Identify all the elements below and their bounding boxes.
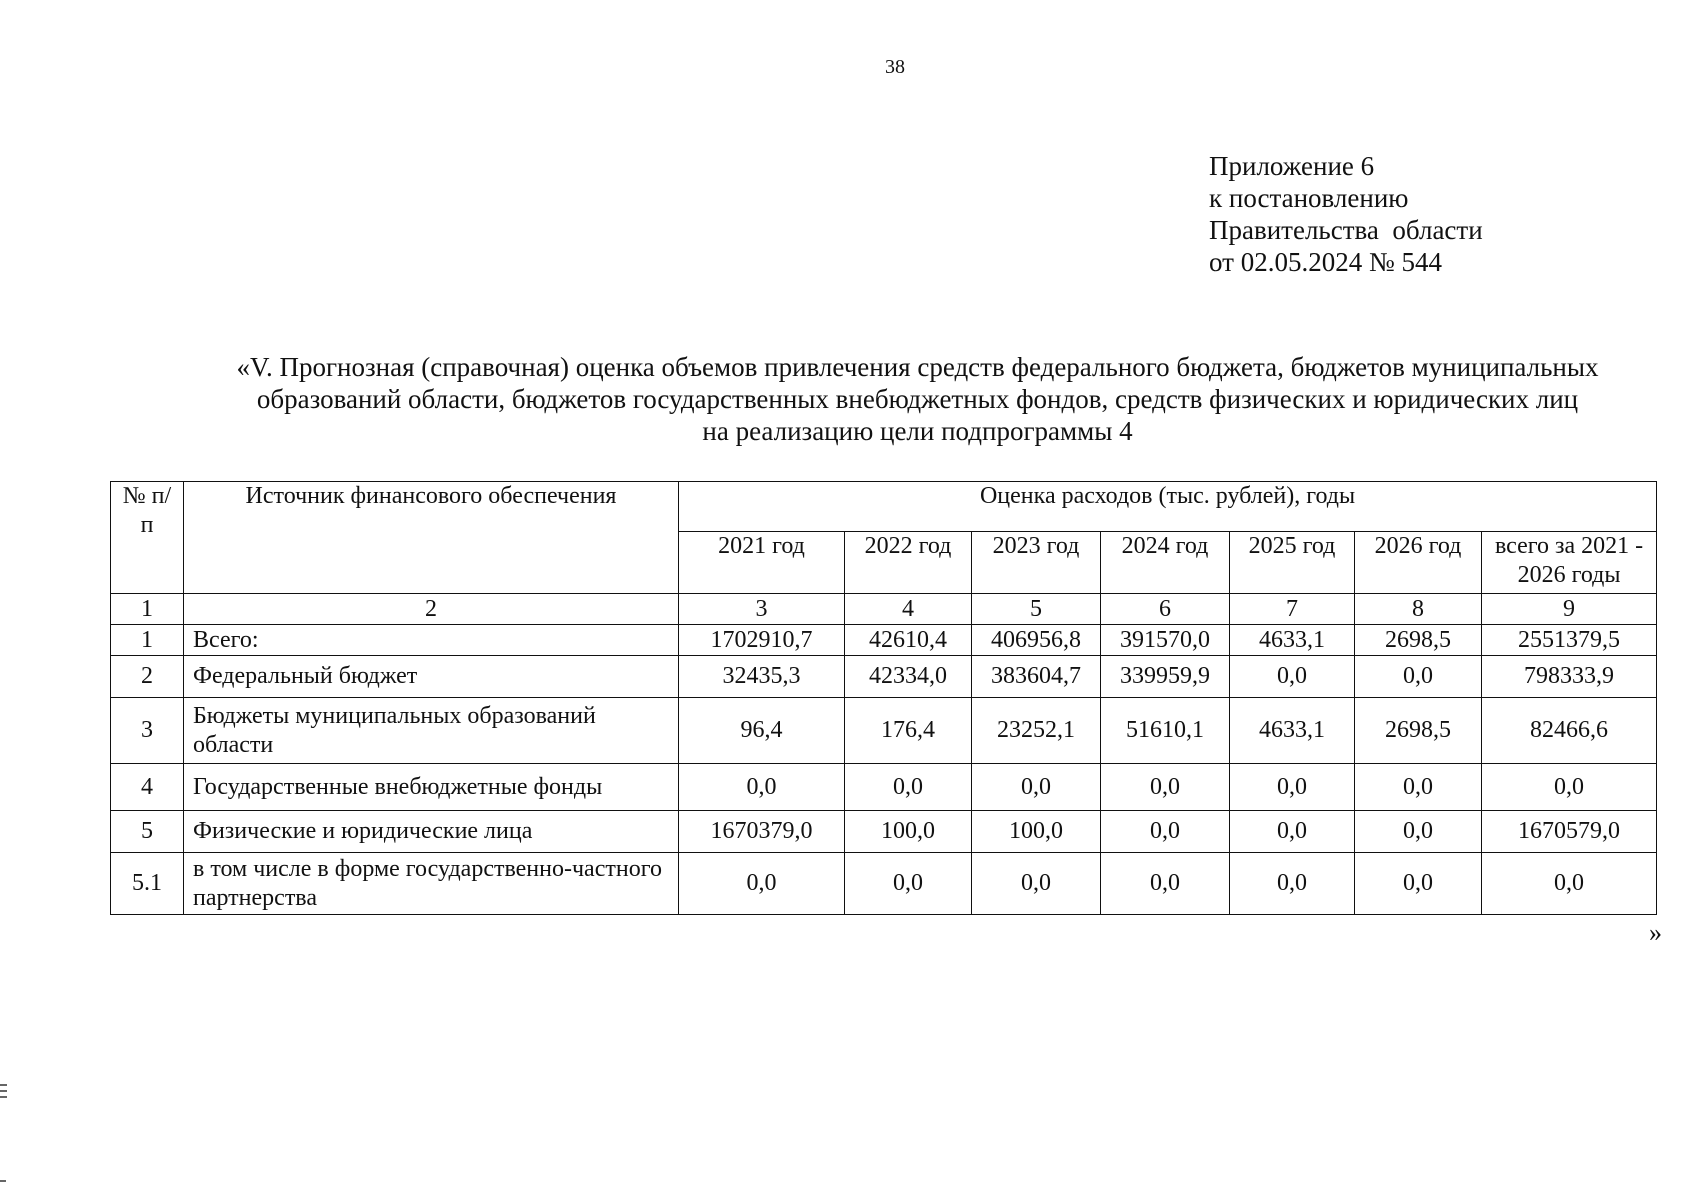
title-line: образований области, бюджетов государственных внебюджетных фондов, средств физических и юридических лиц <box>256 384 1579 414</box>
table-row <box>111 853 1657 915</box>
row-value: 0,0 <box>1101 853 1230 915</box>
row-value: 0,0 <box>972 853 1101 915</box>
scan-mark <box>0 1180 6 1182</box>
row-value: 0,0 <box>1101 764 1230 811</box>
column-number: 1 <box>111 594 184 625</box>
row-source: в том числе в форме государственно-частного партнерства <box>184 853 679 915</box>
header-year: 2023 год <box>972 532 1101 594</box>
row-value: 100,0 <box>845 811 972 853</box>
row-value: 383604,7 <box>972 656 1101 698</box>
header-estimate: Оценка расходов (тыс. рублей), годы <box>679 482 1657 532</box>
row-value: 0,0 <box>1355 764 1482 811</box>
header-num: № п/п <box>111 482 184 594</box>
header-year: 2022 год <box>845 532 972 594</box>
column-number: 2 <box>184 594 679 625</box>
row-source: Физические и юридические лица <box>184 811 679 853</box>
row-value: 4633,1 <box>1230 698 1355 764</box>
header-year: 2021 год <box>679 532 845 594</box>
financing-table <box>110 481 1657 915</box>
row-value: 0,0 <box>845 853 972 915</box>
row-source: Бюджеты муниципальных образований области <box>184 698 679 764</box>
column-number: 8 <box>1355 594 1482 625</box>
row-num: 2 <box>111 656 184 698</box>
row-value: 0,0 <box>1355 853 1482 915</box>
row-value: 0,0 <box>679 764 845 811</box>
column-number: 9 <box>1482 594 1657 625</box>
column-number: 5 <box>972 594 1101 625</box>
table-row <box>111 625 1657 656</box>
row-value: 0,0 <box>1230 764 1355 811</box>
table-row <box>111 811 1657 853</box>
table-row <box>111 764 1657 811</box>
title-line: на реализацию цели подпрограммы 4 <box>702 416 1133 446</box>
closing-quote: » <box>1649 918 1662 947</box>
row-num: 1 <box>111 625 184 656</box>
row-num: 5.1 <box>111 853 184 915</box>
scan-mark <box>0 1096 7 1098</box>
column-number: 4 <box>845 594 972 625</box>
row-value: 1670579,0 <box>1482 811 1657 853</box>
header-year: 2026 год <box>1355 532 1482 594</box>
row-source: Государственные внебюджетные фонды <box>184 764 679 811</box>
row-num: 4 <box>111 764 184 811</box>
row-value: 0,0 <box>1355 811 1482 853</box>
row-value: 0,0 <box>1230 656 1355 698</box>
row-value: 0,0 <box>972 764 1101 811</box>
header-year: 2024 год <box>1101 532 1230 594</box>
header-source: Источник финансового обеспечения <box>184 482 679 594</box>
row-value: 1670379,0 <box>679 811 845 853</box>
row-value: 51610,1 <box>1101 698 1230 764</box>
row-source: Федеральный бюджет <box>184 656 679 698</box>
row-value: 42610,4 <box>845 625 972 656</box>
row-value: 2698,5 <box>1355 625 1482 656</box>
row-value: 176,4 <box>845 698 972 764</box>
appendix-line: Приложение 6 <box>1209 151 1375 181</box>
row-value: 0,0 <box>679 853 845 915</box>
appendix-line: Правительства области <box>1209 215 1483 245</box>
row-value: 42334,0 <box>845 656 972 698</box>
appendix-block <box>1209 150 1483 278</box>
scan-mark <box>0 1090 7 1092</box>
row-value: 32435,3 <box>679 656 845 698</box>
appendix-line: к постановлению <box>1209 183 1409 213</box>
column-number: 3 <box>679 594 845 625</box>
row-value: 1702910,7 <box>679 625 845 656</box>
page-number: 38 <box>885 56 905 78</box>
row-num: 3 <box>111 698 184 764</box>
row-value: 82466,6 <box>1482 698 1657 764</box>
scan-mark <box>0 1084 7 1086</box>
row-value: 0,0 <box>845 764 972 811</box>
row-value: 4633,1 <box>1230 625 1355 656</box>
column-number: 6 <box>1101 594 1230 625</box>
row-source: Всего: <box>184 625 679 656</box>
row-value: 406956,8 <box>972 625 1101 656</box>
row-value: 0,0 <box>1230 853 1355 915</box>
row-value: 0,0 <box>1482 764 1657 811</box>
row-value: 96,4 <box>679 698 845 764</box>
row-value: 0,0 <box>1355 656 1482 698</box>
table-row <box>111 656 1657 698</box>
header-year: 2025 год <box>1230 532 1355 594</box>
row-value: 100,0 <box>972 811 1101 853</box>
row-value: 0,0 <box>1482 853 1657 915</box>
row-value: 0,0 <box>1101 811 1230 853</box>
row-value: 339959,9 <box>1101 656 1230 698</box>
row-value: 391570,0 <box>1101 625 1230 656</box>
row-value: 0,0 <box>1230 811 1355 853</box>
document-title <box>110 351 1697 447</box>
title-line: «V. Прогнозная (справочная) оценка объемов привлечения средств федерального бюджета, бюджетов муниципальных <box>236 352 1599 382</box>
appendix-line: от 02.05.2024 № 544 <box>1209 247 1442 277</box>
row-value: 2698,5 <box>1355 698 1482 764</box>
column-number: 7 <box>1230 594 1355 625</box>
column-number-row <box>111 594 1657 625</box>
table-row <box>111 698 1657 764</box>
row-value: 2551379,5 <box>1482 625 1657 656</box>
row-num: 5 <box>111 811 184 853</box>
header-total: всего за 2021 - 2026 годы <box>1482 532 1657 594</box>
row-value: 23252,1 <box>972 698 1101 764</box>
row-value: 798333,9 <box>1482 656 1657 698</box>
